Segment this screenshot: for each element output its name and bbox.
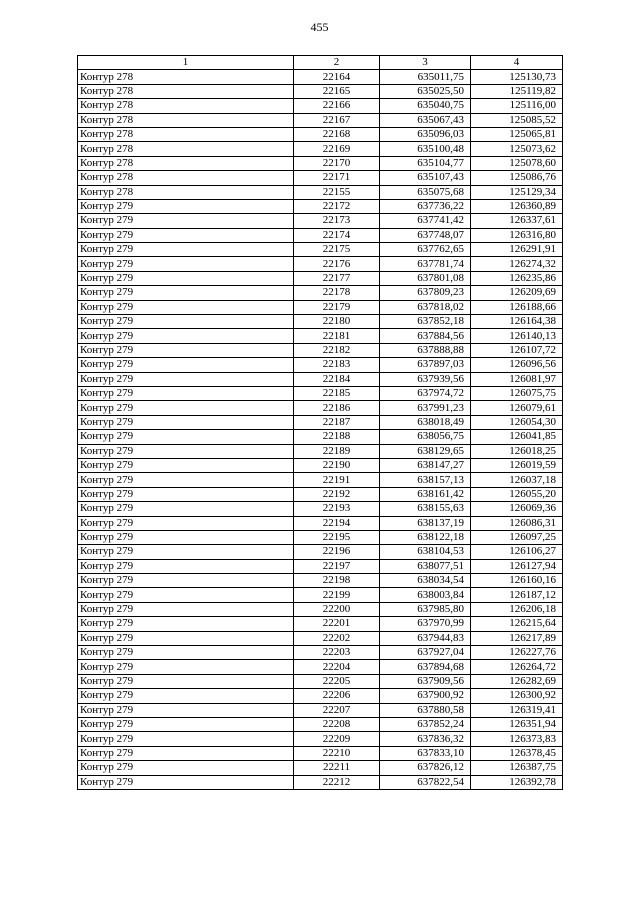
x-coordinate-cell: 638157,13 [380, 473, 471, 487]
table-row [78, 70, 563, 84]
y-coordinate-cell: 126069,36 [471, 502, 563, 516]
table-row [78, 142, 563, 156]
point-number-cell: 22204 [294, 660, 380, 674]
x-coordinate-cell: 637909,56 [380, 674, 471, 688]
y-coordinate-cell: 126215,64 [471, 617, 563, 631]
table-row [78, 660, 563, 674]
contour-name-cell: Контур 279 [78, 329, 294, 343]
table-row [78, 458, 563, 472]
y-coordinate-cell: 125065,81 [471, 127, 563, 141]
contour-name-cell: Контур 279 [78, 717, 294, 731]
contour-name-cell: Контур 279 [78, 545, 294, 559]
contour-name-cell: Контур 278 [78, 185, 294, 199]
contour-name-cell: Контур 279 [78, 646, 294, 660]
point-number-cell: 22209 [294, 732, 380, 746]
y-coordinate-cell: 126227,76 [471, 646, 563, 660]
contour-name-cell: Контур 279 [78, 473, 294, 487]
point-number-cell: 22190 [294, 458, 380, 472]
point-number-cell: 22171 [294, 171, 380, 185]
x-coordinate-cell: 637852,18 [380, 315, 471, 329]
point-number-cell: 22179 [294, 300, 380, 314]
table-row [78, 386, 563, 400]
x-coordinate-cell: 638056,75 [380, 430, 471, 444]
x-coordinate-cell: 637894,68 [380, 660, 471, 674]
point-number-cell: 22196 [294, 545, 380, 559]
x-coordinate-cell: 637991,23 [380, 401, 471, 415]
contour-name-cell: Контур 279 [78, 243, 294, 257]
point-number-cell: 22164 [294, 70, 380, 84]
contour-name-cell: Контур 279 [78, 674, 294, 688]
x-coordinate-cell: 638077,51 [380, 559, 471, 573]
table-row [78, 214, 563, 228]
table-row [78, 84, 563, 98]
y-coordinate-cell: 125129,34 [471, 185, 563, 199]
contour-name-cell: Контур 279 [78, 559, 294, 573]
contour-name-cell: Контур 279 [78, 271, 294, 285]
column-header-3: 3 [380, 56, 471, 70]
contour-name-cell: Контур 279 [78, 574, 294, 588]
point-number-cell: 22187 [294, 415, 380, 429]
contour-name-cell: Контур 279 [78, 386, 294, 400]
point-number-cell: 22182 [294, 343, 380, 357]
point-number-cell: 22201 [294, 617, 380, 631]
y-coordinate-cell: 126387,75 [471, 761, 563, 775]
y-coordinate-cell: 126351,94 [471, 717, 563, 731]
contour-name-cell: Контур 279 [78, 430, 294, 444]
y-coordinate-cell: 126079,61 [471, 401, 563, 415]
contour-name-cell: Контур 278 [78, 171, 294, 185]
x-coordinate-cell: 637939,56 [380, 372, 471, 386]
x-coordinate-cell: 638018,49 [380, 415, 471, 429]
table-row [78, 329, 563, 343]
x-coordinate-cell: 637822,54 [380, 775, 471, 789]
y-coordinate-cell: 126019,59 [471, 458, 563, 472]
table-row [78, 602, 563, 616]
y-coordinate-cell: 126235,86 [471, 271, 563, 285]
x-coordinate-cell: 637927,04 [380, 646, 471, 660]
x-coordinate-cell: 635096,03 [380, 127, 471, 141]
point-number-cell: 22212 [294, 775, 380, 789]
x-coordinate-cell: 637970,99 [380, 617, 471, 631]
x-coordinate-cell: 638129,65 [380, 444, 471, 458]
point-number-cell: 22170 [294, 156, 380, 170]
point-number-cell: 22193 [294, 502, 380, 516]
x-coordinate-cell: 637884,56 [380, 329, 471, 343]
table-row [78, 703, 563, 717]
table-row [78, 286, 563, 300]
contour-name-cell: Контур 278 [78, 84, 294, 98]
x-coordinate-cell: 637809,23 [380, 286, 471, 300]
table-row [78, 171, 563, 185]
table-row [78, 631, 563, 645]
y-coordinate-cell: 126187,12 [471, 588, 563, 602]
point-number-cell: 22211 [294, 761, 380, 775]
table-row [78, 113, 563, 127]
y-coordinate-cell: 126037,18 [471, 473, 563, 487]
table-row [78, 473, 563, 487]
y-coordinate-cell: 126018,25 [471, 444, 563, 458]
y-coordinate-cell: 126054,30 [471, 415, 563, 429]
contour-name-cell: Контур 279 [78, 401, 294, 415]
x-coordinate-cell: 637852,24 [380, 717, 471, 731]
table-row [78, 530, 563, 544]
y-coordinate-cell: 126392,78 [471, 775, 563, 789]
point-number-cell: 22200 [294, 602, 380, 616]
point-number-cell: 22191 [294, 473, 380, 487]
point-number-cell: 22168 [294, 127, 380, 141]
x-coordinate-cell: 638155,63 [380, 502, 471, 516]
y-coordinate-cell: 125085,52 [471, 113, 563, 127]
contour-name-cell: Контур 278 [78, 142, 294, 156]
contour-name-cell: Контур 279 [78, 358, 294, 372]
x-coordinate-cell: 635107,43 [380, 171, 471, 185]
contour-name-cell: Контур 279 [78, 660, 294, 674]
y-coordinate-cell: 126206,18 [471, 602, 563, 616]
contour-name-cell: Контур 279 [78, 372, 294, 386]
contour-name-cell: Контур 279 [78, 689, 294, 703]
contour-name-cell: Контур 279 [78, 199, 294, 213]
table-row [78, 516, 563, 530]
point-number-cell: 22186 [294, 401, 380, 415]
table-row [78, 99, 563, 113]
table-row [78, 502, 563, 516]
x-coordinate-cell: 635011,75 [380, 70, 471, 84]
contour-name-cell: Контур 278 [78, 127, 294, 141]
contour-name-cell: Контур 279 [78, 444, 294, 458]
y-coordinate-cell: 126041,85 [471, 430, 563, 444]
point-number-cell: 22176 [294, 257, 380, 271]
y-coordinate-cell: 126188,66 [471, 300, 563, 314]
point-number-cell: 22202 [294, 631, 380, 645]
point-number-cell: 22188 [294, 430, 380, 444]
point-number-cell: 22178 [294, 286, 380, 300]
coordinates-table [77, 55, 563, 790]
contour-name-cell: Контур 279 [78, 775, 294, 789]
y-coordinate-cell: 126127,94 [471, 559, 563, 573]
y-coordinate-cell: 126264,72 [471, 660, 563, 674]
point-number-cell: 22181 [294, 329, 380, 343]
x-coordinate-cell: 637762,65 [380, 243, 471, 257]
point-number-cell: 22165 [294, 84, 380, 98]
x-coordinate-cell: 638137,19 [380, 516, 471, 530]
point-number-cell: 22167 [294, 113, 380, 127]
x-coordinate-cell: 635067,43 [380, 113, 471, 127]
table-row [78, 444, 563, 458]
table-row [78, 271, 563, 285]
table-row [78, 732, 563, 746]
point-number-cell: 22180 [294, 315, 380, 329]
page-number: 455 [310, 20, 329, 34]
x-coordinate-cell: 635075,68 [380, 185, 471, 199]
x-coordinate-cell: 637818,02 [380, 300, 471, 314]
x-coordinate-cell: 637900,92 [380, 689, 471, 703]
contour-name-cell: Контур 278 [78, 70, 294, 84]
table-row [78, 228, 563, 242]
contour-name-cell: Контур 279 [78, 631, 294, 645]
point-number-cell: 22185 [294, 386, 380, 400]
table-row [78, 617, 563, 631]
y-coordinate-cell: 125116,00 [471, 99, 563, 113]
table-row [78, 430, 563, 444]
table-row [78, 746, 563, 760]
contour-name-cell: Контур 279 [78, 300, 294, 314]
table-row [78, 588, 563, 602]
x-coordinate-cell: 637836,32 [380, 732, 471, 746]
table-row [78, 315, 563, 329]
y-coordinate-cell: 126106,27 [471, 545, 563, 559]
column-header-4: 4 [471, 56, 563, 70]
y-coordinate-cell: 126274,32 [471, 257, 563, 271]
x-coordinate-cell: 637985,80 [380, 602, 471, 616]
table-row [78, 559, 563, 573]
table-row [78, 343, 563, 357]
x-coordinate-cell: 637748,07 [380, 228, 471, 242]
point-number-cell: 22169 [294, 142, 380, 156]
y-coordinate-cell: 126319,41 [471, 703, 563, 717]
y-coordinate-cell: 126097,25 [471, 530, 563, 544]
point-number-cell: 22208 [294, 717, 380, 731]
column-header-1: 1 [78, 56, 294, 70]
x-coordinate-cell: 637801,08 [380, 271, 471, 285]
table-row [78, 156, 563, 170]
point-number-cell: 22203 [294, 646, 380, 660]
y-coordinate-cell: 126360,89 [471, 199, 563, 213]
table-row [78, 372, 563, 386]
point-number-cell: 22174 [294, 228, 380, 242]
x-coordinate-cell: 637826,12 [380, 761, 471, 775]
point-number-cell: 22189 [294, 444, 380, 458]
point-number-cell: 22166 [294, 99, 380, 113]
contour-name-cell: Контур 278 [78, 99, 294, 113]
contour-name-cell: Контур 279 [78, 286, 294, 300]
contour-name-cell: Контур 279 [78, 228, 294, 242]
y-coordinate-cell: 126316,80 [471, 228, 563, 242]
contour-name-cell: Контур 279 [78, 516, 294, 530]
y-coordinate-cell: 125119,82 [471, 84, 563, 98]
contour-name-cell: Контур 279 [78, 487, 294, 501]
point-number-cell: 22197 [294, 559, 380, 573]
contour-name-cell: Контур 279 [78, 761, 294, 775]
point-number-cell: 22205 [294, 674, 380, 688]
y-coordinate-cell: 126140,13 [471, 329, 563, 343]
point-number-cell: 22173 [294, 214, 380, 228]
contour-name-cell: Контур 279 [78, 746, 294, 760]
y-coordinate-cell: 126081,97 [471, 372, 563, 386]
table-body [78, 70, 563, 790]
point-number-cell: 22192 [294, 487, 380, 501]
table-row [78, 300, 563, 314]
table-row [78, 127, 563, 141]
contour-name-cell: Контур 278 [78, 156, 294, 170]
y-coordinate-cell: 126217,89 [471, 631, 563, 645]
contour-name-cell: Контур 279 [78, 703, 294, 717]
contour-name-cell: Контур 279 [78, 315, 294, 329]
x-coordinate-cell: 637781,74 [380, 257, 471, 271]
point-number-cell: 22155 [294, 185, 380, 199]
y-coordinate-cell: 125130,73 [471, 70, 563, 84]
point-number-cell: 22172 [294, 199, 380, 213]
x-coordinate-cell: 635040,75 [380, 99, 471, 113]
table-row [78, 775, 563, 789]
point-number-cell: 22210 [294, 746, 380, 760]
point-number-cell: 22207 [294, 703, 380, 717]
table-row [78, 717, 563, 731]
y-coordinate-cell: 126086,31 [471, 516, 563, 530]
x-coordinate-cell: 637888,88 [380, 343, 471, 357]
x-coordinate-cell: 635100,48 [380, 142, 471, 156]
contour-name-cell: Контур 279 [78, 602, 294, 616]
table-row [78, 487, 563, 501]
table-row [78, 185, 563, 199]
y-coordinate-cell: 126164,38 [471, 315, 563, 329]
contour-name-cell: Контур 278 [78, 113, 294, 127]
table-row [78, 199, 563, 213]
point-number-cell: 22195 [294, 530, 380, 544]
table-row [78, 358, 563, 372]
contour-name-cell: Контур 279 [78, 502, 294, 516]
table-row [78, 401, 563, 415]
x-coordinate-cell: 637897,03 [380, 358, 471, 372]
point-number-cell: 22206 [294, 689, 380, 703]
table-header-row [78, 56, 563, 70]
contour-name-cell: Контур 279 [78, 617, 294, 631]
contour-name-cell: Контур 279 [78, 257, 294, 271]
y-coordinate-cell: 126075,75 [471, 386, 563, 400]
table-row [78, 574, 563, 588]
table-row [78, 545, 563, 559]
y-coordinate-cell: 126055,20 [471, 487, 563, 501]
table-row [78, 689, 563, 703]
y-coordinate-cell: 125078,60 [471, 156, 563, 170]
y-coordinate-cell: 126282,69 [471, 674, 563, 688]
y-coordinate-cell: 126378,45 [471, 746, 563, 760]
table-row [78, 761, 563, 775]
x-coordinate-cell: 637944,83 [380, 631, 471, 645]
table-row [78, 257, 563, 271]
y-coordinate-cell: 126291,91 [471, 243, 563, 257]
x-coordinate-cell: 638122,18 [380, 530, 471, 544]
y-coordinate-cell: 126107,72 [471, 343, 563, 357]
contour-name-cell: Контур 279 [78, 415, 294, 429]
contour-name-cell: Контур 279 [78, 343, 294, 357]
x-coordinate-cell: 637880,58 [380, 703, 471, 717]
x-coordinate-cell: 637974,72 [380, 386, 471, 400]
table-row [78, 415, 563, 429]
point-number-cell: 22177 [294, 271, 380, 285]
column-header-2: 2 [294, 56, 380, 70]
y-coordinate-cell: 126300,92 [471, 689, 563, 703]
y-coordinate-cell: 126160,16 [471, 574, 563, 588]
table-row [78, 646, 563, 660]
point-number-cell: 22175 [294, 243, 380, 257]
y-coordinate-cell: 126096,56 [471, 358, 563, 372]
x-coordinate-cell: 638104,53 [380, 545, 471, 559]
y-coordinate-cell: 126373,83 [471, 732, 563, 746]
x-coordinate-cell: 635025,50 [380, 84, 471, 98]
y-coordinate-cell: 126209,69 [471, 286, 563, 300]
x-coordinate-cell: 638161,42 [380, 487, 471, 501]
x-coordinate-cell: 635104,77 [380, 156, 471, 170]
x-coordinate-cell: 637736,22 [380, 199, 471, 213]
x-coordinate-cell: 637741,42 [380, 214, 471, 228]
x-coordinate-cell: 638147,27 [380, 458, 471, 472]
contour-name-cell: Контур 279 [78, 458, 294, 472]
point-number-cell: 22184 [294, 372, 380, 386]
contour-name-cell: Контур 279 [78, 588, 294, 602]
x-coordinate-cell: 637833,10 [380, 746, 471, 760]
point-number-cell: 22198 [294, 574, 380, 588]
x-coordinate-cell: 638034,54 [380, 574, 471, 588]
point-number-cell: 22194 [294, 516, 380, 530]
y-coordinate-cell: 125073,62 [471, 142, 563, 156]
y-coordinate-cell: 125086,76 [471, 171, 563, 185]
point-number-cell: 22183 [294, 358, 380, 372]
y-coordinate-cell: 126337,61 [471, 214, 563, 228]
contour-name-cell: Контур 279 [78, 530, 294, 544]
contour-name-cell: Контур 279 [78, 732, 294, 746]
contour-name-cell: Контур 279 [78, 214, 294, 228]
table-row [78, 674, 563, 688]
x-coordinate-cell: 638003,84 [380, 588, 471, 602]
table-row [78, 243, 563, 257]
point-number-cell: 22199 [294, 588, 380, 602]
